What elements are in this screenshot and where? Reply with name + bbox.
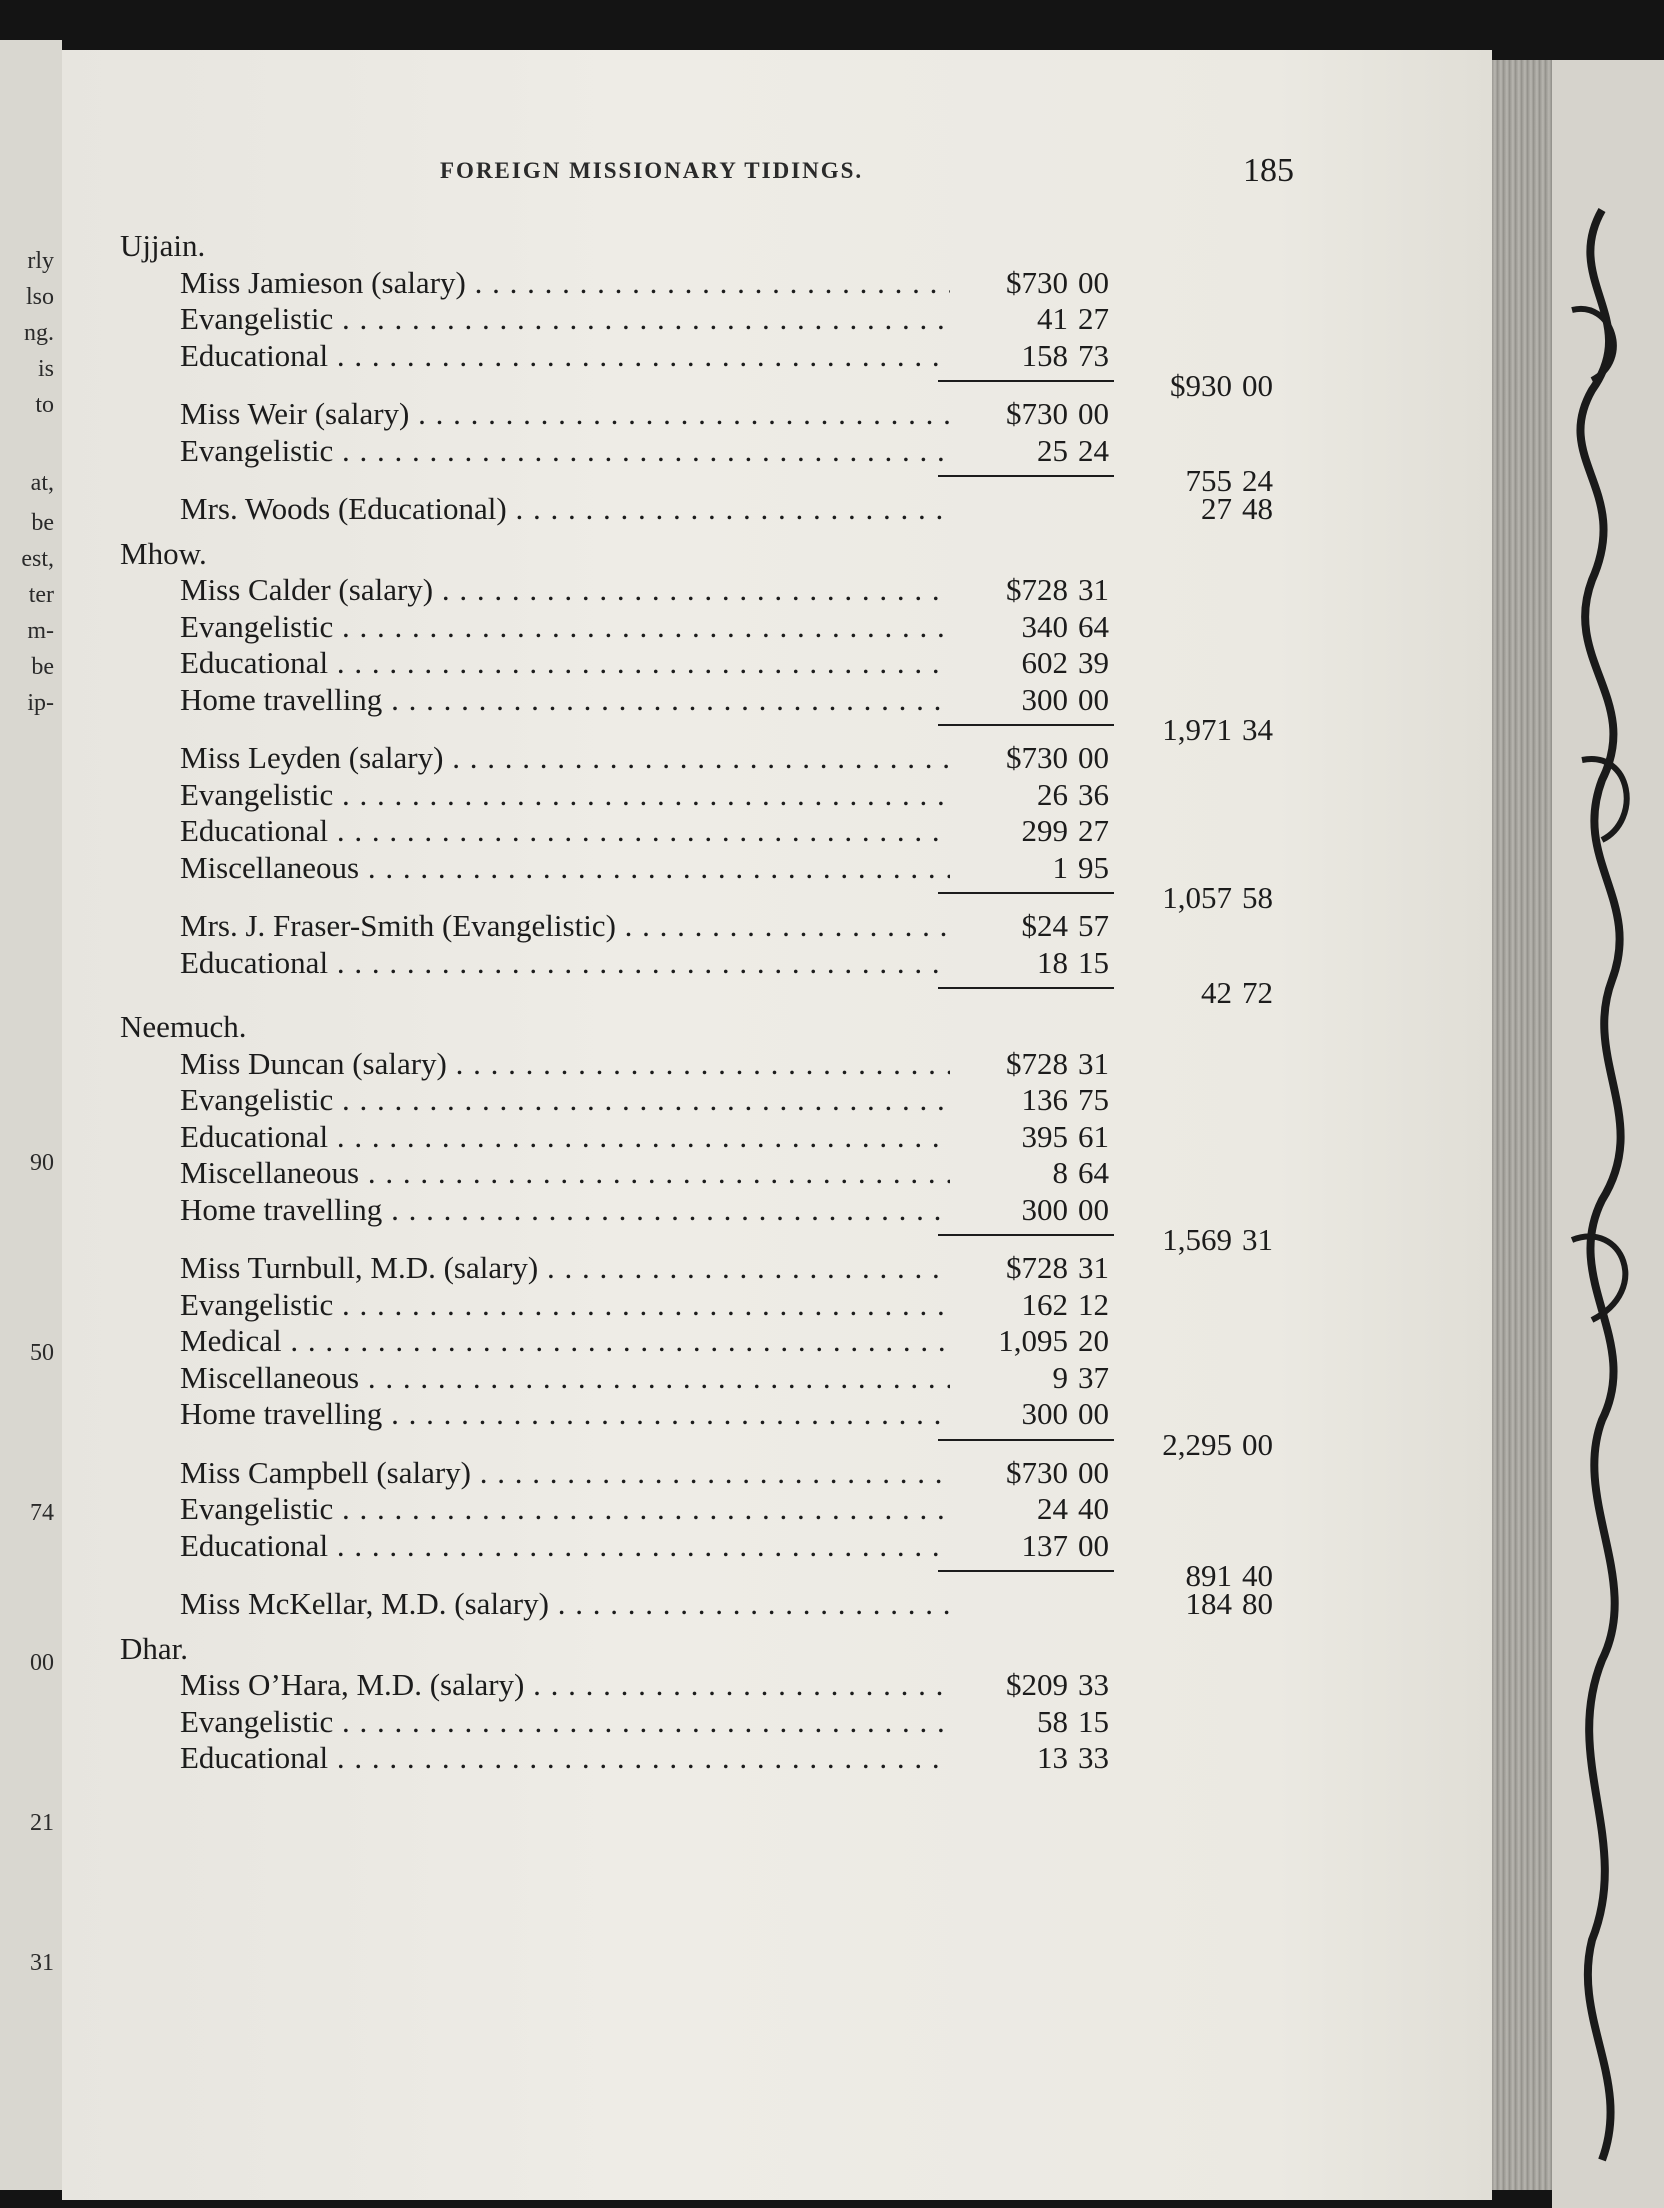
missionary-entry <box>180 1586 950 1622</box>
amount-dollars: 1,971 <box>1162 712 1232 747</box>
item-label-text: Miss Leyden (salary) <box>180 740 444 775</box>
item-label-text: Educational <box>180 1740 329 1775</box>
amount-dollars: 1 <box>1052 849 1068 885</box>
amount-cents: 00 <box>1078 681 1109 717</box>
margin-fragment: ter <box>28 582 54 608</box>
item-label-text: Educational <box>180 645 329 680</box>
amount-cents: 00 <box>1078 740 1109 775</box>
missionary-entry <box>180 1250 950 1286</box>
amount-dollars: 13 <box>1037 1740 1068 1775</box>
item-label-text: Educational <box>180 944 329 980</box>
margin-fragment: 00 <box>30 1650 54 1676</box>
item-label <box>180 1155 950 1191</box>
item-label-text: Evangelistic <box>180 301 334 336</box>
item-label-text: Mrs. J. Fraser-Smith (Evangelistic) <box>180 908 616 943</box>
missionary-entry <box>180 265 950 301</box>
item-label-text: Evangelistic <box>180 776 334 812</box>
item-label-text: Miss Weir (salary) <box>180 396 410 431</box>
item-label <box>180 740 950 776</box>
amount-cents: 31 <box>1078 1250 1109 1285</box>
page-edges <box>1492 60 1552 2190</box>
amount-cents: 31 <box>1078 572 1109 607</box>
amount-dollars: 27 <box>1201 491 1232 526</box>
amount-cents: 00 <box>1242 1426 1273 1462</box>
margin-fragment: be <box>31 510 54 536</box>
item-label <box>180 1667 950 1703</box>
ledger-item <box>180 1491 950 1527</box>
amount-dollars: 1,095 <box>998 1323 1068 1358</box>
item-label <box>180 1192 950 1228</box>
amount-dollars: 136 <box>1021 1082 1068 1117</box>
amount-cents: 58 <box>1242 880 1273 915</box>
item-label-text: Educational <box>180 337 329 373</box>
amount-dollars: 1,057 <box>1162 880 1232 915</box>
item-label <box>180 1396 950 1432</box>
ledger-item <box>180 850 950 886</box>
amount-dollars: $209 <box>1006 1667 1068 1702</box>
ledger-item <box>180 433 950 469</box>
item-label <box>180 1250 950 1286</box>
ledger-item <box>180 1192 950 1228</box>
item-label-text: Evangelistic <box>180 432 334 468</box>
item-label-text: Educational <box>180 1118 329 1154</box>
amount-dollars: 9 <box>1052 1359 1068 1395</box>
item-label <box>180 609 950 645</box>
amount-cents: 15 <box>1078 1703 1109 1739</box>
item-label <box>180 1455 950 1491</box>
item-label <box>180 338 950 374</box>
station-heading: Ujjain. <box>120 228 206 263</box>
amount-dollars: 299 <box>1021 813 1068 848</box>
item-label <box>180 301 950 337</box>
amount-dollars: 42 <box>1201 975 1232 1010</box>
amount-cents: 00 <box>1078 1527 1109 1563</box>
amount-dollars: $730 <box>1006 264 1068 300</box>
amount-cents: 00 <box>1078 264 1109 300</box>
margin-fragment: ip- <box>27 690 54 716</box>
amount-dollars: 300 <box>1021 1191 1068 1227</box>
item-label-text: Evangelistic <box>180 1286 334 1322</box>
amount-dollars: 340 <box>1021 608 1068 644</box>
ledger-item <box>180 945 950 981</box>
missionary-entry <box>180 1667 950 1703</box>
amount-dollars: 137 <box>1021 1527 1068 1563</box>
amount-cents: 95 <box>1078 849 1109 885</box>
amount-dollars: $728 <box>1006 572 1068 607</box>
amount-cents: 27 <box>1078 813 1109 848</box>
item-label-text: Miscellaneous <box>180 849 360 885</box>
missionary-entry <box>180 1455 950 1491</box>
margin-fragment: 31 <box>30 1950 54 1976</box>
amount-dollars: 891 <box>1185 1558 1232 1593</box>
amount-cents: 00 <box>1242 368 1273 403</box>
item-label <box>180 682 950 718</box>
ledger-item <box>180 1740 950 1776</box>
missionary-entry <box>180 491 950 527</box>
margin-fragment: rly <box>27 248 54 274</box>
amount-cents: 73 <box>1078 337 1109 373</box>
item-label <box>180 1491 950 1527</box>
item-label <box>180 908 950 944</box>
amount-cents: 00 <box>1078 1454 1109 1490</box>
ledger-item <box>180 338 950 374</box>
amount-dollars: 395 <box>1021 1118 1068 1154</box>
item-label <box>180 491 950 527</box>
amount-dollars: 300 <box>1021 1396 1068 1431</box>
amount-dollars: 158 <box>1021 337 1068 373</box>
amount-cents: 75 <box>1078 1082 1109 1117</box>
amount-cents: 36 <box>1078 776 1109 812</box>
missionary-entry <box>180 740 950 776</box>
item-label <box>180 1586 950 1622</box>
item-label <box>180 1082 950 1118</box>
item-label-text: Miss Calder (salary) <box>180 572 434 607</box>
item-label <box>180 265 950 301</box>
amount-dollars: 18 <box>1037 944 1068 980</box>
item-label <box>180 850 950 886</box>
amount-cents: 33 <box>1078 1667 1109 1702</box>
item-label-text: Miscellaneous <box>180 1359 360 1395</box>
item-label <box>180 433 950 469</box>
ledger-item <box>180 609 950 645</box>
amount-dollars: 602 <box>1021 645 1068 680</box>
ledger-item <box>180 777 950 813</box>
station-heading: Neemuch. <box>120 1009 247 1044</box>
ornament-scroll-icon <box>1552 60 1664 2208</box>
amount-cents: 00 <box>1078 1396 1109 1431</box>
item-label-text: Medical <box>180 1323 282 1358</box>
amount-cents: 33 <box>1078 1740 1109 1775</box>
amount-dollars: 1,569 <box>1162 1222 1232 1257</box>
item-label <box>180 777 950 813</box>
amount-cents: 39 <box>1078 645 1109 680</box>
ledger-item <box>180 1155 950 1191</box>
ledger-item <box>180 1323 950 1359</box>
ledger-item <box>180 682 950 718</box>
amount-dollars: 300 <box>1021 681 1068 717</box>
margin-fragment: 21 <box>30 1810 54 1836</box>
amount-cents: 15 <box>1078 944 1109 980</box>
amount-dollars: 26 <box>1037 776 1068 812</box>
item-label-text: Evangelistic <box>180 608 334 644</box>
item-label <box>180 813 950 849</box>
missionary-entry <box>180 572 950 608</box>
station-heading: Dhar. <box>120 1630 189 1666</box>
item-label-text: Educational <box>180 1527 329 1563</box>
amount-cents: 48 <box>1242 491 1273 526</box>
station-heading: Mhow. <box>120 535 207 571</box>
amount-cents: 31 <box>1078 1045 1109 1081</box>
amount-dollars: $730 <box>1006 396 1068 431</box>
margin-fragment: 74 <box>30 1500 54 1526</box>
ornamental-cover <box>1552 60 1664 2208</box>
amount-dollars: $930 <box>1170 368 1232 403</box>
item-label <box>180 645 950 681</box>
amount-cents: 57 <box>1078 908 1109 943</box>
amount-cents: 00 <box>1078 396 1109 431</box>
margin-fragment: m- <box>27 618 54 644</box>
item-label-text: Home travelling <box>180 681 383 717</box>
amount-cents: 40 <box>1078 1491 1109 1526</box>
item-label-text: Evangelistic <box>180 1491 334 1526</box>
amount-cents: 20 <box>1078 1323 1109 1358</box>
amount-dollars: $730 <box>1006 740 1068 775</box>
margin-fragment: lso <box>25 284 54 310</box>
amount-cents: 24 <box>1242 463 1273 498</box>
item-label <box>180 1704 950 1740</box>
margin-fragment: est, <box>21 546 54 572</box>
item-label <box>180 396 950 432</box>
missionary-entry <box>180 396 950 432</box>
amount-dollars: $728 <box>1006 1045 1068 1081</box>
amount-cents: 72 <box>1242 975 1273 1010</box>
item-label-text: Miss McKellar, M.D. (salary) <box>180 1586 549 1621</box>
item-label-text: Miss O’Hara, M.D. (salary) <box>180 1667 525 1702</box>
amount-cents: 31 <box>1242 1222 1273 1257</box>
item-label-text: Miscellaneous <box>180 1155 360 1190</box>
ledger-item <box>180 813 950 849</box>
item-label <box>180 1323 950 1359</box>
item-label-text: Home travelling <box>180 1191 383 1227</box>
amount-dollars: $24 <box>1021 908 1068 943</box>
page-number: 185 <box>1243 152 1294 189</box>
amount-cents: 40 <box>1242 1558 1273 1593</box>
item-label <box>180 1119 950 1155</box>
margin-fragment: 90 <box>30 1150 54 1176</box>
margin-fragment: ng. <box>24 320 54 346</box>
item-label <box>180 1740 950 1776</box>
amount-dollars: 41 <box>1037 301 1068 336</box>
amount-dollars: 755 <box>1185 463 1232 498</box>
ledger-item <box>180 645 950 681</box>
item-label <box>180 1287 950 1323</box>
amount-dollars: $730 <box>1006 1454 1068 1490</box>
amount-cents: 61 <box>1078 1118 1109 1154</box>
item-label-text: Evangelistic <box>180 1082 334 1117</box>
amount-cents: 64 <box>1078 1155 1109 1190</box>
item-label-text: Miss Jamieson (salary) <box>180 264 466 300</box>
ledger-item <box>180 1082 950 1118</box>
amount-dollars: 2,295 <box>1162 1426 1232 1462</box>
margin-fragment: 50 <box>30 1340 54 1366</box>
item-label <box>180 1528 950 1564</box>
amount-dollars: 162 <box>1021 1286 1068 1322</box>
item-label <box>180 572 950 608</box>
ledger-item <box>180 1360 950 1396</box>
item-label <box>180 945 950 981</box>
item-label-text: Miss Campbell (salary) <box>180 1454 472 1490</box>
amount-cents: 24 <box>1078 432 1109 468</box>
missionary-entry <box>180 908 950 944</box>
item-label <box>180 1360 950 1396</box>
item-label-text: Miss Duncan (salary) <box>180 1045 447 1081</box>
amount-cents: 00 <box>1078 1191 1109 1227</box>
amount-cents: 37 <box>1078 1359 1109 1395</box>
amount-cents: 80 <box>1242 1586 1273 1621</box>
amount-cents: 34 <box>1242 712 1273 747</box>
amount-dollars: $728 <box>1006 1250 1068 1285</box>
item-label <box>180 1046 950 1082</box>
amount-cents: 12 <box>1078 1286 1109 1322</box>
ledger-item <box>180 1119 950 1155</box>
missionary-entry <box>180 1046 950 1082</box>
margin-fragment: at, <box>30 470 54 496</box>
item-label-text: Evangelistic <box>180 1703 334 1739</box>
amount-dollars: 24 <box>1037 1491 1068 1526</box>
ledger-item <box>180 1528 950 1564</box>
item-label-text: Home travelling <box>180 1396 383 1431</box>
amount-cents: 64 <box>1078 608 1109 644</box>
ledger-item <box>180 1396 950 1432</box>
amount-cents: 27 <box>1078 301 1109 336</box>
amount-dollars: 8 <box>1052 1155 1068 1190</box>
amount-dollars: 184 <box>1185 1586 1232 1621</box>
margin-fragment: is <box>37 356 54 382</box>
running-head: FOREIGN MISSIONARY TIDINGS. <box>440 158 864 183</box>
item-label-text: Educational <box>180 813 329 848</box>
item-label-text: Miss Turnbull, M.D. (salary) <box>180 1250 539 1285</box>
margin-fragment: to <box>35 392 54 418</box>
amount-dollars: 25 <box>1037 432 1068 468</box>
ledger-item <box>180 1287 950 1323</box>
margin-fragment: be <box>31 654 54 680</box>
ledger-item <box>180 1704 950 1740</box>
amount-dollars: 58 <box>1037 1703 1068 1739</box>
item-label-text: Mrs. Woods (Educational) <box>180 491 507 526</box>
ledger-item <box>180 301 950 337</box>
